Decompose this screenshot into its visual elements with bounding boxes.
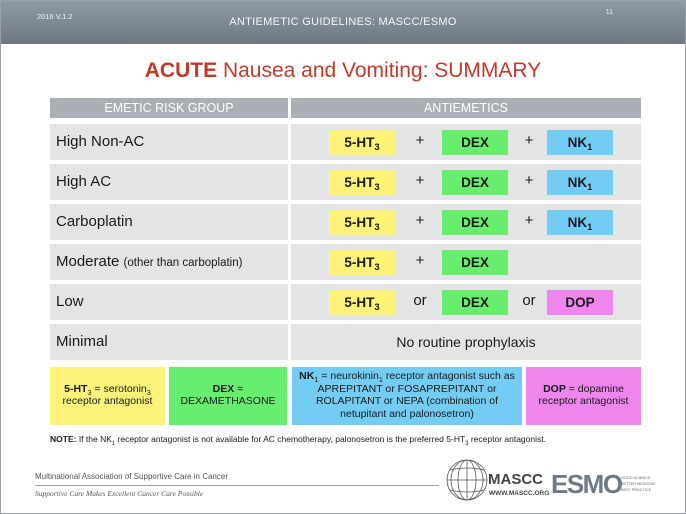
table-row: [50, 124, 641, 160]
risk-label: Carboplatin: [56, 213, 133, 230]
table-row: [50, 284, 641, 320]
plus-sign: +: [415, 132, 425, 149]
plus-sign: +: [524, 132, 534, 149]
esmo-logo: [551, 462, 656, 502]
esmo-line3: BEST PRACTICE: [621, 488, 652, 492]
table-row: [50, 324, 641, 360]
or-word: or: [522, 292, 536, 309]
risk-label: Low: [56, 293, 84, 310]
legend-dex: DEX = DEXAMETHASONE: [169, 367, 287, 425]
antiemetic-cell: [291, 284, 641, 320]
antiemetic-cell: [291, 244, 641, 280]
page-number: 11: [605, 9, 613, 16]
no-prophylaxis-text: No routine prophylaxis: [396, 334, 536, 350]
nk1-chip: $NK_1$: [547, 170, 613, 195]
dex-chip: DEX: [442, 250, 508, 275]
nk1-chip: $NK_1$: [547, 130, 613, 155]
risk-cell: [50, 284, 288, 320]
plus-sign: +: [415, 212, 425, 229]
risk-label: Minimal: [56, 333, 108, 350]
risk-label: Moderate (other than carboplatin): [56, 253, 243, 270]
plus-sign: +: [415, 252, 425, 269]
dex-chip: DEX: [442, 210, 508, 235]
ht3-chip: $5-HT_3$: [329, 290, 395, 315]
ht3-chip: $5-HT_3$: [329, 130, 395, 155]
risk-cell: [50, 124, 288, 160]
footnote: NOTE: If the $NK_1$ receptor antagonist is not available for AC chemotherapy, palonosetron is the preferred $5-HT_3$ receptor antagonist.: [50, 434, 546, 447]
ht3-chip: $5-HT_3$: [329, 250, 395, 275]
footer-divider: [35, 485, 439, 486]
plus-sign: +: [524, 172, 534, 189]
ht3-chip: $5-HT_3$: [329, 210, 395, 235]
or-word: or: [413, 292, 427, 309]
mascc-url: WWW.MASCC.ORG: [489, 490, 550, 497]
slide-title: [1, 59, 685, 83]
risk-cell: [50, 164, 288, 200]
organization-name: Multinational Association of Supportive Care in Cancer: [35, 472, 228, 481]
plus-sign: +: [524, 212, 534, 229]
esmo-line2: BETTER MEDICINE: [621, 482, 656, 486]
esmo-wordmark: ESMO: [551, 469, 622, 499]
risk-cell: [50, 204, 288, 240]
table-row: [50, 204, 641, 240]
dex-chip: DEX: [442, 130, 508, 155]
risk-cell: [50, 324, 288, 360]
version-label: 2016 V.1.2: [37, 12, 73, 21]
dex-chip: DEX: [442, 170, 508, 195]
antiemetic-cell: [291, 124, 641, 160]
risk-label: High AC: [56, 173, 112, 190]
title-rest: Nausea and Vomiting: SUMMARY: [217, 59, 542, 82]
risk-label: High Non-AC: [56, 133, 145, 150]
header-emetic-risk: EMETIC RISK GROUP: [50, 98, 288, 118]
legend-nk1: $NK_1$ = neurokinin$_1$ receptor antagonist such as APREPITANT or FOSAPREPITANT or ROLAPITANT or NEPA (combination of netupitant and palonosetron): [292, 367, 522, 425]
antiemetic-cell: [291, 204, 641, 240]
dop-chip: DOP: [547, 290, 613, 315]
table-row: [50, 244, 641, 280]
mascc-logo: [445, 457, 550, 503]
globe-icon: [447, 460, 487, 500]
legend-ht3: $5-HT_3$ = serotonin$_3$ receptor antagonist: [50, 367, 165, 425]
esmo-line1: GOOD SCIENCE: [621, 476, 651, 480]
title-bold: ACUTE: [144, 59, 218, 82]
header-title: ANTIEMETIC GUIDELINES: MASCC/ESMO: [229, 16, 457, 28]
legend-dop: DOP = dopamine receptor antagonist: [526, 367, 641, 425]
header-antiemetics: ANTIEMETICS: [291, 98, 641, 118]
nk1-chip: $NK_1$: [547, 210, 613, 235]
antiemetic-cell: [291, 164, 641, 200]
risk-cell: [50, 244, 288, 280]
table-row: [50, 164, 641, 200]
dex-chip: DEX: [442, 290, 508, 315]
plus-sign: +: [415, 172, 425, 189]
tagline: Supportive Care Makes Excellent Cancer Care Possible: [35, 489, 204, 498]
risk-label-note: (other than carboplatin): [123, 257, 243, 269]
antiemetic-cell: [291, 324, 641, 360]
header-bar: [1, 1, 685, 44]
ht3-chip: $5-HT_3$: [329, 170, 395, 195]
mascc-wordmark: MASCC: [488, 471, 543, 488]
